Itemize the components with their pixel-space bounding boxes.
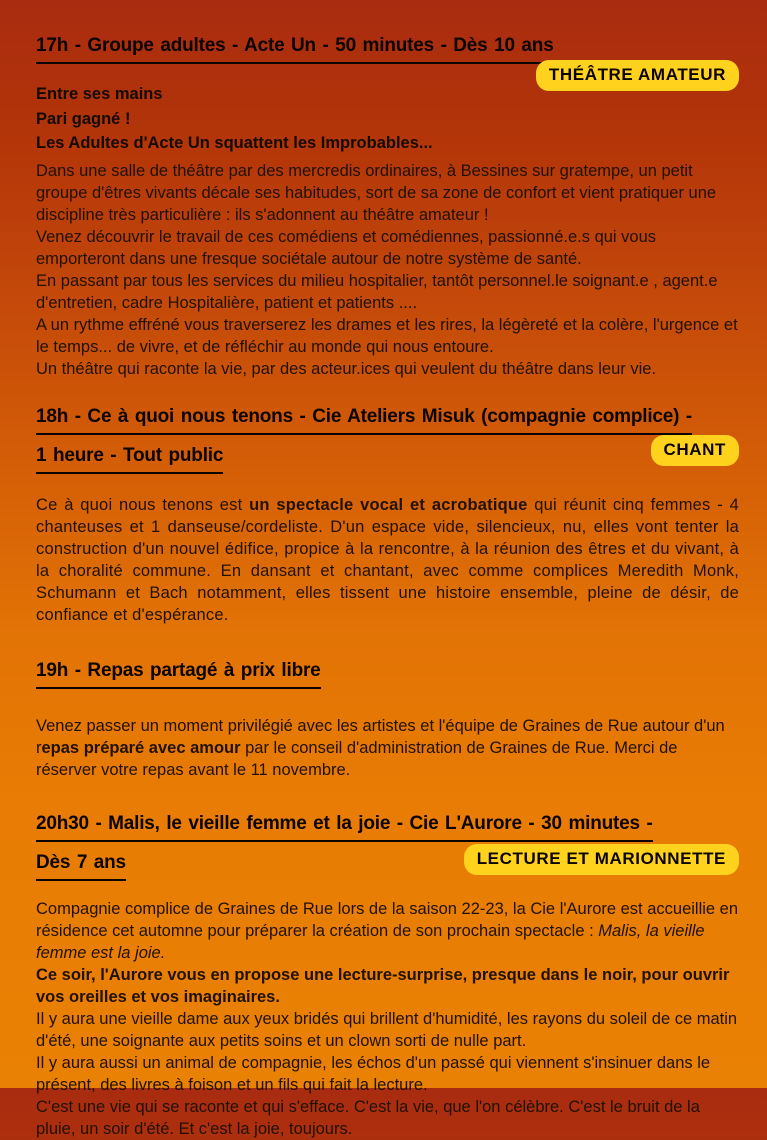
description-paragraph: En passant par tous les services du milieu hospitalier, tantôt personnel.le soignant.e , agent.e d'entretien, cadre Hospitalière, patient et patients .... — [36, 271, 718, 312]
text-run: Ce à quoi nous tenons est — [36, 495, 250, 514]
event-section-20h30 — [36, 808, 739, 1140]
event-section-19h — [36, 655, 739, 781]
event-heading-line: 19h - Repas partagé à prix libre — [36, 658, 321, 689]
text-run-bold: epas préparé avec amour — [41, 738, 241, 757]
event-intro — [36, 82, 739, 156]
category-badge-theatre-amateur: THÉÂTRE AMATEUR — [536, 60, 739, 91]
text-run-italic: Malis, la vieille femme est la joie. — [36, 921, 705, 962]
event-heading-line: 17h - Groupe adultes - Acte Un - 50 minutes - Dès 10 ans — [36, 33, 554, 64]
description-paragraph: A un rythme effréné vous traverserez les drames et les rires, la légèreté et la colère, l'urgence et le temps... de vivre, et de réfléchir au monde qui nous entoure. — [36, 315, 738, 356]
event-description — [36, 898, 739, 1140]
text-run: par le conseil d'administration de Graines de Rue. Merci de réserver votre repas avant le 11 novembre. — [36, 738, 678, 779]
event-heading-line: Dès 7 ans — [36, 850, 126, 881]
category-badge-lecture-marionnette: LECTURE ET MARIONNETTE — [464, 844, 739, 875]
description-paragraph: Un théâtre qui raconte la vie, par des acteur.ices qui veulent du théâtre dans leur vie. — [36, 359, 657, 378]
event-section-18h — [36, 401, 739, 626]
text-run: Compagnie complice de Graines de Rue lors de la saison 22-23, la Cie l'Aurore est accueillie en résidence cet automne pour préparer la création de son prochain spectacle : — [36, 899, 739, 940]
description-paragraph: Il y aura une vieille dame aux yeux bridés qui brillent d'humidité, les rayons du soleil de ce matin d'été, une soignante aux petits soins et un clown sorti de nulle part. — [36, 1009, 738, 1050]
description-paragraph — [36, 715, 739, 781]
description-paragraph: Dans une salle de théâtre par des mercredis ordinaires, à Bessines sur gratempe, un petit groupe d'êtres vivants décale ses habitudes, sort de sa zone de confort et vient pratiquer une discipline très particulière : ils s'adonnent au théâtre amateur ! — [36, 161, 717, 224]
event-description — [36, 494, 739, 626]
text-run-bold: un spectacle vocal et acrobatique — [249, 495, 528, 514]
event-description — [36, 715, 739, 781]
event-section-17h — [36, 30, 739, 380]
description-paragraph: Venez découvrir le travail de ces comédiens et comédiennes, passionné.e.s qui vous emporteront dans une fresque sociétale autour de notre système de santé. — [36, 227, 657, 268]
description-paragraph — [36, 898, 739, 964]
description-paragraph: Il y aura aussi un animal de compagnie, les échos d'un passé qui viennent s'insinuer dans le présent, des livres à foison et un fils qui fait la lecture. — [36, 1053, 711, 1094]
event-heading-line: 18h - Ce à quoi nous tenons - Cie Ateliers Misuk (compagnie complice) - — [36, 404, 692, 435]
text-run: qui réunit cinq femmes - 4 chanteuses et 1 danseuse/cordeliste. D'un espace vide, silencieux, nu, elles vont tenter la construction d'un nouvel édifice, propice à la rencontre, à la réunion des êtres et du vivant, à la choralité commune. En dansant et chantant, avec comme complices Meredith Monk, Schumann et Bach notamment, elles tissent une histoire ensemble, pleine de désir, de confiance et d'espérance. — [36, 495, 740, 624]
text-run: Venez passer un moment privilégié avec les artistes et l'équipe de Graines de Rue autour d'un r — [36, 716, 725, 757]
event-heading-line: 1 heure - Tout public — [36, 443, 223, 474]
category-badge-chant: CHANT — [651, 435, 740, 466]
description-paragraph — [36, 494, 739, 626]
description-paragraph-bold: Ce soir, l'Aurore vous en propose une lecture-surprise, presque dans le noir, pour ouvrir vos oreilles et vos imaginaires. — [36, 965, 730, 1006]
event-description — [36, 160, 739, 380]
intro-line: Pari gagné ! — [36, 109, 131, 128]
event-heading — [36, 401, 739, 479]
intro-line: Les Adultes d'Acte Un squattent les Improbables... — [36, 134, 433, 152]
event-heading — [36, 655, 739, 694]
description-paragraph: C'est une vie qui se raconte et qui s'efface. C'est la vie, que l'on célèbre. C'est le bruit de la pluie, un soir d'été. Et c'est la joie, toujours. — [36, 1097, 700, 1138]
event-heading-line: 20h30 - Malis, le vieille femme et la joie - Cie L'Aurore - 30 minutes - — [36, 811, 653, 842]
intro-line: Entre ses mains — [36, 85, 163, 103]
